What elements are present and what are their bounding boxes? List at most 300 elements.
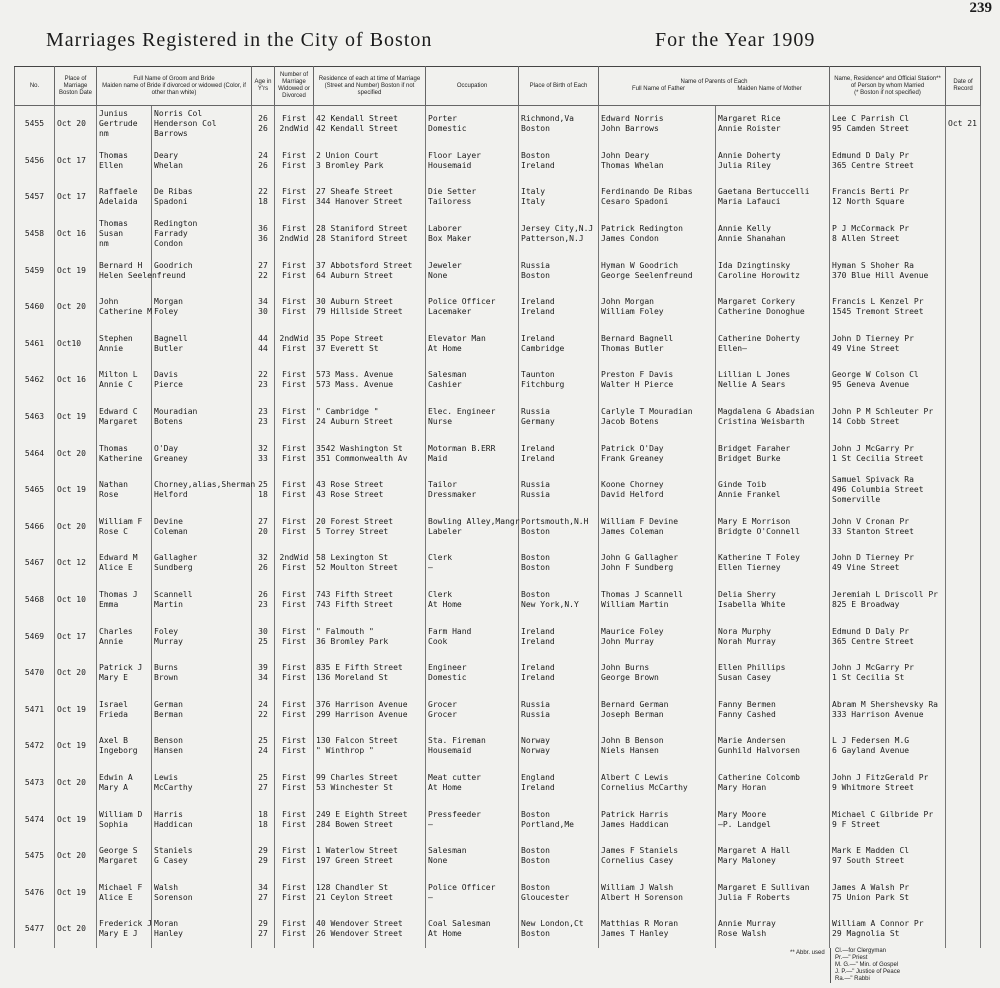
field-no: 5461 — [24, 338, 45, 348]
field-g-first: John — [99, 297, 119, 307]
cell-marriage-numbers — [275, 399, 314, 436]
field-b-res: 743 Fifth Street — [316, 600, 394, 610]
field-recorded — [948, 485, 978, 495]
field-b-birth: Portland,Me — [521, 819, 574, 829]
field-g-father: William F Devine — [601, 516, 679, 526]
field-b-mother: Cristina Weisbarth — [718, 417, 805, 427]
cell-entry-number — [15, 801, 55, 838]
field-b-father: Albert H Sorenson — [601, 892, 683, 902]
field-b-first: Annie C — [99, 380, 133, 390]
cell-marriage-date — [55, 874, 97, 911]
field-g-age: 39 — [258, 663, 268, 673]
cell-record-date — [946, 801, 981, 838]
cell-birthplaces — [519, 838, 599, 875]
field-off1: John V Cronan Pr — [832, 516, 910, 526]
field-g-first: Raffaele — [99, 187, 138, 197]
cell-fathers — [599, 216, 716, 253]
table-row — [15, 582, 981, 619]
field-b-father: George Brown — [601, 673, 659, 683]
cell-given-names — [97, 911, 152, 948]
field-g-father: John Deary — [601, 150, 650, 160]
cell-record-date — [946, 728, 981, 765]
cell-occupations — [426, 618, 519, 655]
field-g-res: 1 Waterlow Street — [316, 846, 398, 856]
field-b-first: Gertrude — [99, 119, 138, 129]
header-mother: Maiden Name of Mother — [737, 86, 802, 92]
cell-residences — [314, 216, 426, 253]
cell-ages — [252, 582, 275, 619]
field-b-num: First — [281, 453, 307, 463]
field-g-first: Edward M — [99, 553, 138, 563]
field-off1: John J FitzGerald Pr — [832, 772, 929, 782]
cell-marriage-date — [55, 838, 97, 875]
cell-surnames — [152, 143, 252, 180]
table-row — [15, 326, 981, 363]
field-g-num: First — [281, 260, 307, 270]
field-g-occ: Clerk — [428, 553, 453, 563]
field-b-father: Jacob Botens — [601, 417, 659, 427]
field-g-birth: Taunton — [521, 370, 555, 380]
field-date: Oct 19 — [57, 412, 86, 422]
field-b-res: 42 Kendall Street — [316, 124, 398, 134]
field-b-birth: Ireland — [521, 673, 555, 683]
field-g-num: First — [281, 297, 307, 307]
field-date: Oct 19 — [57, 741, 86, 751]
field-g-res: 128 Chandler St — [316, 882, 389, 892]
cell-surnames — [152, 472, 256, 509]
field-b-last: G Casey — [154, 856, 188, 866]
cell-entry-number — [15, 655, 55, 692]
field-no: 5457 — [24, 192, 45, 202]
field-g-birth: Russia — [521, 260, 550, 270]
field-g-birth: Boston — [521, 150, 550, 160]
field-b-father: William Martin — [601, 600, 669, 610]
field-g-birth: Boston — [521, 809, 550, 819]
table-row — [15, 362, 981, 399]
field-recorded — [948, 302, 978, 312]
field-g-age: 22 — [258, 187, 268, 197]
field-g-res: 58 Lexington St — [316, 553, 389, 563]
cell-occupations — [426, 362, 519, 399]
cell-given-names — [97, 838, 152, 875]
table-row — [15, 252, 981, 289]
field-g-age: 32 — [258, 553, 268, 563]
cell-ages — [252, 838, 275, 875]
field-b-father: John F Sundberg — [601, 563, 674, 573]
cell-entry-number — [15, 326, 55, 363]
cell-marriage-date — [55, 362, 97, 399]
field-off2: 365 Centre Street — [832, 636, 914, 646]
field-b-occ: Domestic — [428, 673, 467, 683]
cell-surnames — [152, 618, 252, 655]
field-off1: Francis L Kenzel Pr — [832, 297, 924, 307]
field-no: 5462 — [24, 375, 45, 385]
field-off1: Edmund D Daly Pr — [832, 150, 910, 160]
field-b-num: First — [281, 380, 307, 390]
field-g-age: 26 — [258, 114, 268, 124]
field-b-res: 79 Hillside Street — [316, 307, 403, 317]
field-b-birth: Gloucester — [521, 892, 570, 902]
cell-occupations — [426, 801, 519, 838]
cell-entry-number — [15, 765, 55, 802]
field-date: Oct 20 — [57, 448, 86, 458]
field-b-res: 344 Hanover Street — [316, 197, 403, 207]
cell-marriage-date — [55, 728, 97, 765]
field-g-num: First — [281, 187, 307, 197]
field-off2: 75 Union Park St — [832, 892, 910, 902]
cell-entry-number — [15, 362, 55, 399]
field-g-mother: Magdalena G Abadsian — [718, 407, 815, 417]
legend-items — [830, 948, 900, 983]
field-b-occ: At Home — [428, 782, 462, 792]
cell-birthplaces — [519, 509, 599, 546]
field-g-first: William F — [99, 516, 143, 526]
field-g-res: 130 Falcon Street — [316, 736, 398, 746]
field-b-mother: Catherine Donoghue — [718, 307, 805, 317]
cell-marriage-numbers — [275, 143, 314, 180]
field-no: 5468 — [24, 595, 45, 605]
header-residence — [314, 67, 426, 106]
header-officiant-sub: (* Boston if not specified) — [854, 89, 921, 96]
field-b-res: 573 Mass. Avenue — [316, 380, 394, 390]
field-off2: 1 St Cecilia St — [832, 673, 905, 683]
field-g-mother: Annie Murray — [718, 919, 776, 929]
field-g-first: Axel B — [99, 736, 128, 746]
field-b-birth: Ireland — [521, 307, 555, 317]
field-g-num: First — [281, 626, 307, 636]
field-off2: 496 Columbia Street — [832, 485, 924, 495]
cell-entry-number — [15, 692, 55, 729]
field-b-mother: Bridgte O'Connell — [718, 526, 800, 536]
field-b-occ: Housemaid — [428, 160, 472, 170]
cell-fathers — [599, 179, 716, 216]
field-b-occ: Dressmaker — [428, 490, 477, 500]
field-g-birth: Norway — [521, 736, 550, 746]
field-g-birth: Ireland — [521, 333, 555, 343]
cell-ages — [252, 216, 275, 253]
field-b-last: Sorenson — [154, 892, 193, 902]
cell-marriage-date — [55, 801, 97, 838]
field-no: 5464 — [24, 448, 45, 458]
field-b-occ: At Home — [428, 343, 462, 353]
field-g-age: 23 — [258, 407, 268, 417]
field-g-num: First — [281, 443, 307, 453]
field-off3: Somerville — [832, 495, 881, 505]
field-b-mother: Ellen Tierney — [718, 563, 781, 573]
field-g-last: Mouradian — [154, 407, 198, 417]
header-no: No. — [15, 67, 55, 106]
field-b-birth: Russia — [521, 490, 550, 500]
cell-surnames — [152, 911, 252, 948]
cell-residences — [314, 838, 426, 875]
field-date: Oct 19 — [57, 887, 86, 897]
field-b-last: Botens — [154, 417, 183, 427]
field-no: 5466 — [24, 521, 45, 531]
table-row — [15, 618, 981, 655]
table-row — [15, 655, 981, 692]
field-no: 5455 — [24, 119, 45, 129]
table-row — [15, 801, 981, 838]
cell-officiant — [830, 509, 946, 546]
cell-marriage-numbers — [275, 509, 314, 546]
field-b-first: Mary A — [99, 782, 128, 792]
cell-residences — [314, 252, 426, 289]
field-g-age: 26 — [258, 590, 268, 600]
field-g-birth: England — [521, 772, 555, 782]
field-b-first: Annie — [99, 636, 124, 646]
table-row — [15, 838, 981, 875]
cell-officiant — [830, 472, 946, 509]
cell-entry-number — [15, 289, 55, 326]
field-g-occ: Clerk — [428, 590, 453, 600]
cell-officiant — [830, 435, 946, 472]
field-g-mother: Bridget Faraher — [718, 443, 791, 453]
field-b-first: Frieda — [99, 709, 128, 719]
field-b-age: 25 — [258, 636, 268, 646]
field-off1: Edmund D Daly Pr — [832, 626, 910, 636]
cell-record-date — [946, 765, 981, 802]
cell-record-date — [946, 106, 981, 143]
cell-birthplaces — [519, 289, 599, 326]
field-date: Oct 19 — [57, 265, 86, 275]
field-off1: John J McGarry Pr — [832, 443, 914, 453]
cell-fathers — [599, 728, 716, 765]
field-g-father: Albert C Lewis — [601, 772, 669, 782]
field-recorded: Oct 21 — [948, 119, 977, 129]
field-b-age: 22 — [258, 709, 268, 719]
cell-fathers — [599, 106, 716, 143]
field-recorded — [948, 741, 978, 751]
table-row — [15, 216, 981, 253]
field-b-father: James Haddican — [601, 819, 669, 829]
cell-marriage-date — [55, 655, 97, 692]
cell-residences — [314, 289, 426, 326]
cell-ages — [252, 618, 275, 655]
field-recorded — [948, 449, 978, 459]
cell-occupations — [426, 545, 519, 582]
field-b-first: Ingeborg — [99, 746, 138, 756]
cell-occupations — [426, 252, 519, 289]
cell-given-names — [97, 216, 152, 253]
cell-entry-number — [15, 252, 55, 289]
cell-record-date — [946, 435, 981, 472]
cell-birthplaces — [519, 618, 599, 655]
cell-record-date — [946, 692, 981, 729]
cell-officiant — [830, 728, 946, 765]
field-g-mother: Annie Kelly — [718, 224, 771, 234]
field-g-occ: Laborer — [428, 224, 462, 234]
cell-ages — [252, 435, 275, 472]
cell-birthplaces — [519, 435, 599, 472]
field-b-num: First — [281, 270, 307, 280]
header-place: Place of Marriage Boston Date — [55, 67, 97, 106]
field-g-occ: Police Officer — [428, 882, 496, 892]
field-b-occ: Maid — [428, 453, 448, 463]
field-b-res: 5 Torrey Street — [316, 526, 389, 536]
field-g-mother: Ginde Toib — [718, 480, 767, 490]
field-b-first: Catherine M — [99, 307, 152, 317]
cell-fathers — [599, 435, 716, 472]
field-g-mother: Margaret A Hall — [718, 846, 791, 856]
field-date: Oct 20 — [57, 851, 86, 861]
cell-marriage-numbers — [275, 106, 314, 143]
field-g-occ: Farm Hand — [428, 626, 472, 636]
field-g-birth: Russia — [521, 407, 550, 417]
field-b-last: Foley — [154, 307, 179, 317]
cell-marriage-numbers — [275, 472, 314, 509]
cell-surnames — [152, 326, 252, 363]
field-b-age: 23 — [258, 600, 268, 610]
cell-fathers — [599, 655, 716, 692]
cell-surnames — [152, 582, 252, 619]
field-b-age: 18 — [258, 490, 268, 500]
field-g-birth: Boston — [521, 590, 550, 600]
field-b-first: Emma — [99, 600, 119, 610]
field-g-father: John Morgan — [601, 297, 654, 307]
cell-record-date — [946, 874, 981, 911]
field-no: 5459 — [24, 265, 45, 275]
cell-birthplaces — [519, 911, 599, 948]
cell-marriage-numbers — [275, 362, 314, 399]
field-b-age: 27 — [258, 929, 268, 939]
field-date: Oct 20 — [57, 777, 86, 787]
legend-item: J. P.—" Justice of Peace — [835, 969, 901, 975]
field-b-num: First — [281, 600, 307, 610]
field-g-first: Edward C — [99, 407, 138, 417]
field-off1: James A Walsh Pr — [832, 882, 910, 892]
cell-mothers — [716, 838, 830, 875]
field-b-first: Katherine — [99, 453, 143, 463]
cell-entry-number — [15, 728, 55, 765]
cell-birthplaces — [519, 801, 599, 838]
field-b-birth: Ireland — [521, 782, 555, 792]
field-b-first: Alice E — [99, 892, 133, 902]
field-g-first: Stephen — [99, 333, 133, 343]
field-b-father: James Condon — [601, 234, 659, 244]
cell-ages — [252, 472, 275, 509]
cell-occupations — [426, 106, 519, 143]
field-g-age: 36 — [258, 224, 268, 234]
field-g-occ: Police Officer — [428, 297, 496, 307]
field-b-father: William Foley — [601, 307, 664, 317]
field-g-num: First — [281, 150, 307, 160]
cell-marriage-date — [55, 216, 97, 253]
field-g-occ: Sta. Fireman — [428, 736, 486, 746]
cell-record-date — [946, 326, 981, 363]
field-b-extra-first: nm — [99, 129, 109, 139]
table-row — [15, 399, 981, 436]
field-date: Oct 12 — [57, 558, 86, 568]
cell-given-names — [97, 472, 152, 509]
field-off1: John J McGarry Pr — [832, 663, 914, 673]
cell-birthplaces — [519, 728, 599, 765]
cell-occupations — [426, 874, 519, 911]
field-g-mother: Margaret Corkery — [718, 297, 796, 307]
field-b-age: 30 — [258, 307, 268, 317]
field-g-birth: Boston — [521, 553, 550, 563]
field-b-father: David Helford — [601, 490, 664, 500]
field-b-num: First — [281, 746, 307, 756]
field-g-num: First — [281, 114, 307, 124]
field-g-father: Bernard Bagnell — [601, 333, 674, 343]
field-b-mother: Ellen— — [718, 343, 747, 353]
table-row — [15, 509, 981, 546]
field-g-occ: Tailor — [428, 480, 457, 490]
field-b-last: Pierce — [154, 380, 183, 390]
field-g-first: Nathan — [99, 480, 128, 490]
field-b-father: Niels Hansen — [601, 746, 659, 756]
field-g-birth: Russia — [521, 480, 550, 490]
field-g-first: Thomas — [99, 150, 128, 160]
field-off2: 365 Centre Street — [832, 160, 914, 170]
field-off2: 49 Vine Street — [832, 343, 900, 353]
field-b-first: Rose C — [99, 526, 128, 536]
field-b-birth: Russia — [521, 709, 550, 719]
cell-residences — [314, 472, 426, 509]
field-g-age: 32 — [258, 443, 268, 453]
cell-ages — [252, 179, 275, 216]
cell-record-date — [946, 216, 981, 253]
cell-marriage-numbers — [275, 838, 314, 875]
cell-mothers — [716, 801, 830, 838]
field-date: Oct 20 — [57, 924, 86, 934]
field-g-age: 18 — [258, 809, 268, 819]
field-b-mother: Annie Frankel — [718, 490, 781, 500]
field-b-first: Rose — [99, 490, 119, 500]
cell-entry-number — [15, 472, 55, 509]
field-b-father: Frank Greaney — [601, 453, 664, 463]
cell-surnames — [152, 106, 252, 143]
cell-fathers — [599, 472, 716, 509]
cell-birthplaces — [519, 106, 599, 143]
field-off2: 9 Whitmore Street — [832, 782, 914, 792]
field-no: 5460 — [24, 302, 45, 312]
field-g-res: 43 Rose Street — [316, 480, 384, 490]
header-number-sub: Widowed or Divorced — [278, 86, 310, 99]
field-g-res: 35 Pope Street — [316, 333, 384, 343]
field-off1: Francis Berti Pr — [832, 187, 910, 197]
field-g-first: Israel — [99, 699, 128, 709]
cell-mothers — [716, 106, 830, 143]
cell-residences — [314, 179, 426, 216]
field-g-num: First — [281, 772, 307, 782]
field-date: Oct 10 — [57, 595, 86, 605]
table-row — [15, 728, 981, 765]
cell-ages — [252, 765, 275, 802]
cell-residences — [314, 435, 426, 472]
field-g-last: Scannell — [154, 590, 193, 600]
field-recorded — [948, 522, 978, 532]
cell-given-names — [97, 618, 152, 655]
field-g-age: 22 — [258, 370, 268, 380]
field-g-last: German — [154, 699, 183, 709]
field-g-father: Patrick Redington — [601, 224, 683, 234]
cell-entry-number — [15, 399, 55, 436]
field-b-num: First — [281, 160, 307, 170]
cell-occupations — [426, 472, 519, 509]
field-g-father: Hyman W Goodrich — [601, 260, 679, 270]
cell-residences — [314, 545, 426, 582]
cell-marriage-numbers — [275, 765, 314, 802]
cell-ages — [252, 655, 275, 692]
field-g-res: 27 Sheafe Street — [316, 187, 394, 197]
field-g-birth: Russia — [521, 699, 550, 709]
field-g-birth: Ireland — [521, 663, 555, 673]
cell-ages — [252, 362, 275, 399]
cell-ages — [252, 509, 275, 546]
cell-occupations — [426, 326, 519, 363]
field-b-res: 3 Bromley Park — [316, 160, 384, 170]
